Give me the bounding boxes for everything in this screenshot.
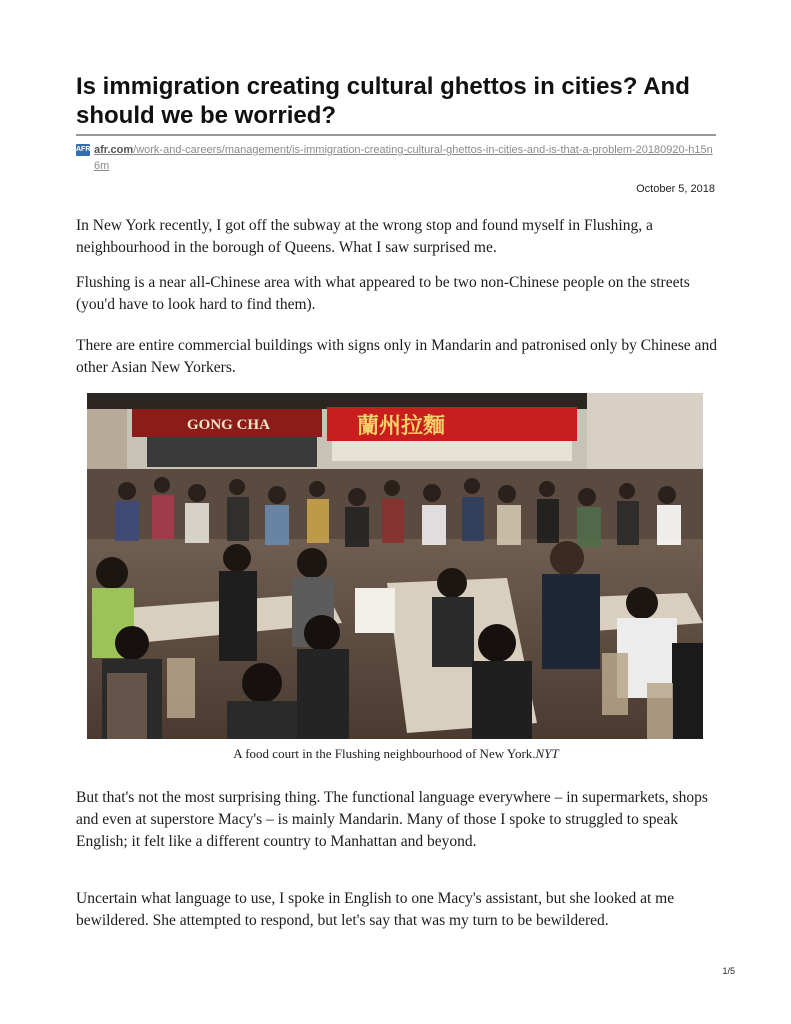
title-divider bbox=[76, 134, 716, 136]
source-domain: afr.com bbox=[94, 144, 134, 156]
source-url-link[interactable] bbox=[94, 142, 714, 174]
paragraph-4: But that's not the most surprising thing. The functional language everywhere – in supermarkets, shops and even at superstore Macy's – is mainly Mandarin. Many of those I spoke to struggled to speak English; it felt like a different country to Manhattan and beyond. bbox=[76, 789, 708, 850]
photo-caption bbox=[76, 746, 716, 762]
food-court-photo bbox=[87, 393, 703, 739]
paragraph-3: There are entire commercial buildings with signs only in Mandarin and patronised only by Chinese and other Asian New Yorkers. bbox=[76, 337, 717, 376]
article-title: Is immigration creating cultural ghettos in cities? And should we be worried? bbox=[76, 73, 690, 129]
caption-credit: NYT bbox=[535, 746, 559, 761]
paragraph-5: Uncertain what language to use, I spoke in English to one Macy's assistant, but she looked at me bewildered. She attempted to respond, but let's say that was my turn to be bewildered. bbox=[76, 890, 675, 929]
lanzhou-noodle-sign: 蘭州拉麵 bbox=[357, 414, 446, 439]
source-path: /work-and-careers/management/is-immigration-creating-cultural-ghettos-in-cities-and-is-that-a-problem-20180920-h15n6m bbox=[94, 144, 713, 172]
caption-text: A food court in the Flushing neighbourhood of New York. bbox=[233, 746, 536, 761]
page-number: 1/5 bbox=[722, 966, 735, 976]
afr-favicon-icon: AFR bbox=[76, 144, 90, 156]
publish-date: October 5, 2018 bbox=[636, 183, 715, 195]
paragraph-2: Flushing is a near all-Chinese area with what appeared to be two non-Chinese people on the streets (you'd have to look hard to find them). bbox=[76, 274, 690, 313]
source-link-row bbox=[76, 142, 716, 174]
gong-cha-sign: GONG CHA bbox=[187, 417, 270, 433]
paragraph-1: In New York recently, I got off the subway at the wrong stop and found myself in Flushing, a neighbourhood in the borough of Queens. What I saw surprised me. bbox=[76, 217, 653, 256]
